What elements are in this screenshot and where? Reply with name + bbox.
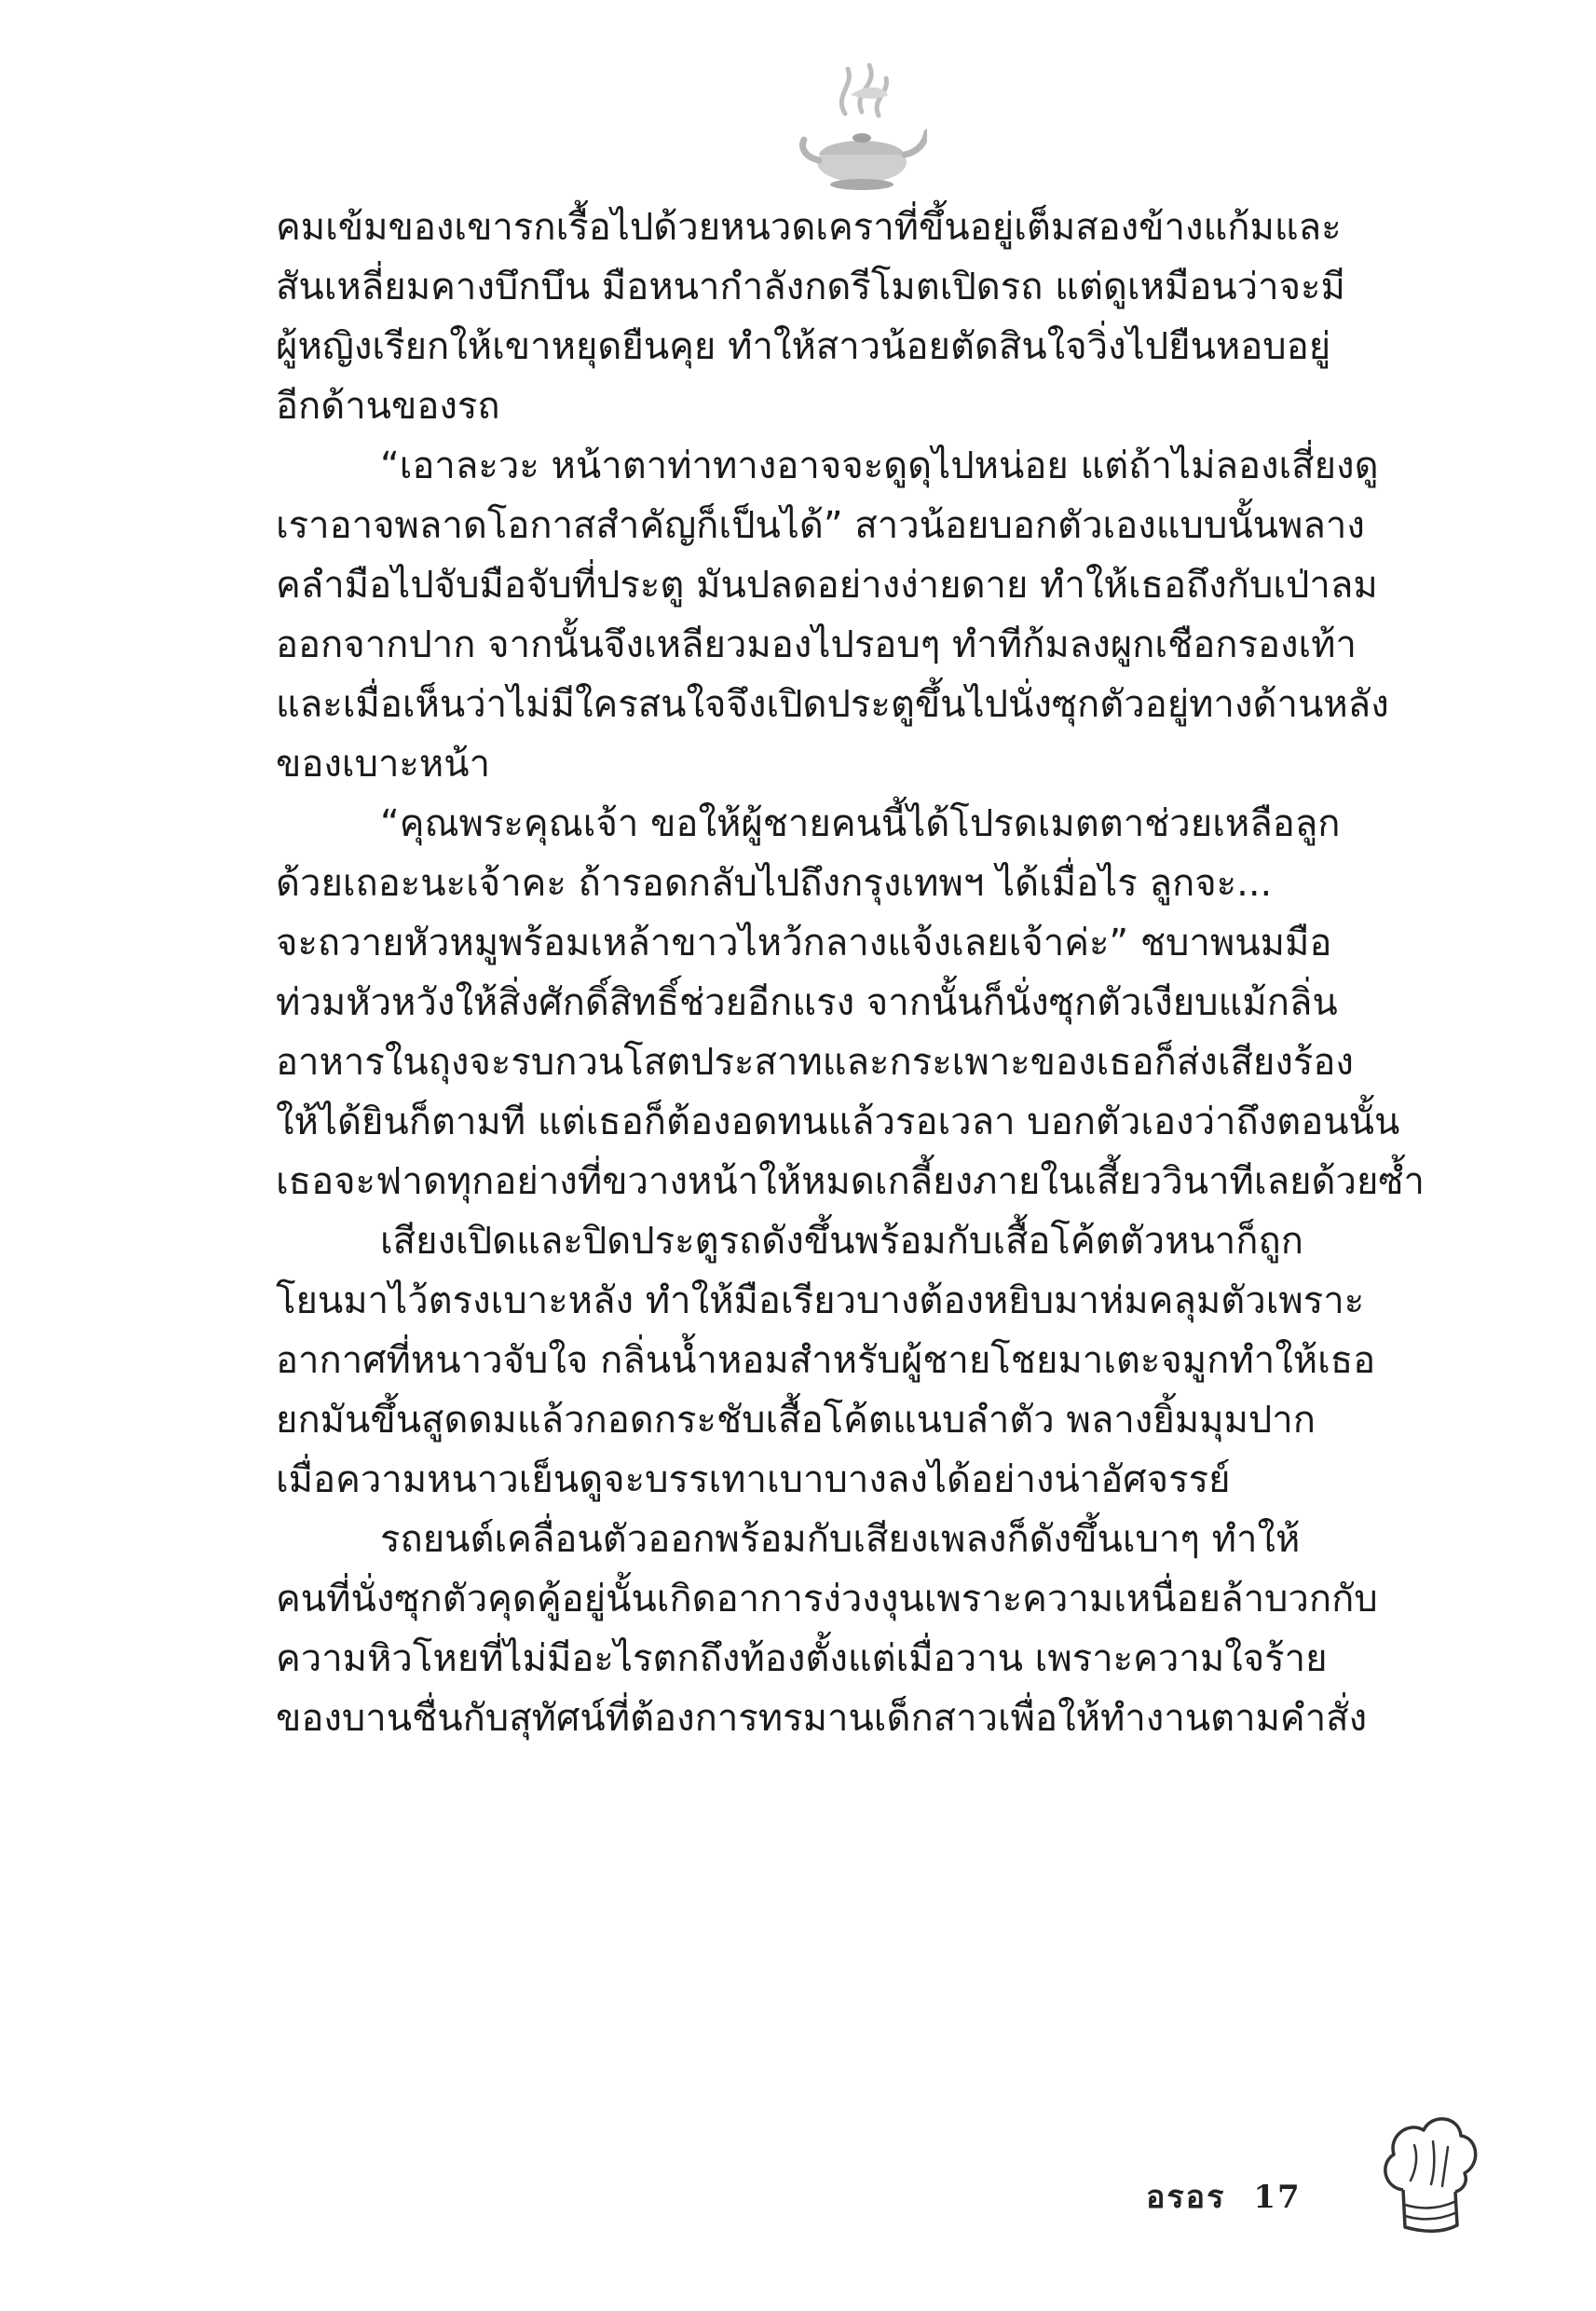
text-line: คมเข้มของเขารกเรื้อไปด้วยหนวดเคราที่ขึ้นอยู่เต็มสองข้างแก้มและ [276, 206, 1342, 249]
teapot-steam-icon [797, 58, 927, 198]
text-line: รถยนต์เคลื่อนตัวออกพร้อมกับเสียงเพลงก็ดังขึ้นเบาๆ ทำให้ [380, 1518, 1301, 1561]
chef-hat-icon [1377, 2108, 1480, 2243]
text-line: “คุณพระคุณเจ้า ขอให้ผู้ชายคนนี้ได้โปรดเมตตาช่วยเหลือลูก [380, 802, 1341, 845]
text-line: ท่วมหัวหวังให้สิ่งศักดิ์สิทธิ์ช่วยอีกแรง จากนั้นก็นั่งซุกตัวเงียบแม้กลิ่น [276, 981, 1338, 1024]
page-footer [1146, 2171, 1302, 2222]
text-line: คนที่นั่งซุกตัวคุดคู้อยู่นั้นเกิดอาการง่วงงุนเพราะความเหนื่อยล้าบวกกับ [276, 1578, 1378, 1620]
text-line: “เอาละวะ หน้าตาท่าทางอาจจะดูดุไปหน่อย แต่ถ้าไม่ลองเสี่ยงดู [380, 444, 1379, 487]
text-line: ความหิวโหยที่ไม่มีอะไรตกถึงท้องตั้งแต่เมื่อวาน เพราะความใจร้าย [276, 1637, 1328, 1680]
text-line: โยนมาไว้ตรงเบาะหลัง ทำให้มือเรียวบางต้องหยิบมาห่มคลุมตัวเพราะ [276, 1279, 1365, 1322]
chapter-body-text [276, 198, 1431, 1748]
text-line: เราอาจพลาดโอกาสสำคัญก็เป็นได้” สาวน้อยบอกตัวเองแบบนั้นพลาง [276, 504, 1365, 547]
page-number: 17 [1253, 2179, 1302, 2216]
text-line: ของบานชื่นกับสุทัศน์ที่ต้องการทรมานเด็กสาวเพื่อให้ทำงานตามคำสั่ง [276, 1697, 1368, 1740]
text-line: จะถวายหัวหมูพร้อมเหล้าขาวไหว้กลางแจ้งเลยเจ้าค่ะ” ชบาพนมมือ [276, 922, 1332, 964]
text-line: ด้วยเถอะนะเจ้าคะ ถ้ารอดกลับไปถึงกรุงเทพฯ ได้เมื่อไร ลูกจะ... [276, 862, 1273, 905]
text-line: เธอจะฟาดทุกอย่างที่ขวางหน้าให้หมดเกลี้ยงภายในเสี้ยววินาทีเลยด้วยซ้ำ [276, 1160, 1425, 1203]
text-line: ของเบาะหน้า [276, 743, 491, 786]
text-line: ยกมันขึ้นสูดดมแล้วกอดกระชับเสื้อโค้ตแนบลำตัว พลางยิ้มมุมปาก [276, 1399, 1316, 1442]
text-line: ผู้หญิงเรียกให้เขาหยุดยืนคุย ทำให้สาวน้อยตัดสินใจวิ่งไปยืนหอบอยู่ [276, 325, 1331, 368]
text-line: สันเหลี่ยมคางบึกบึน มือหนากำลังกดรีโมตเปิดรถ แต่ดูเหมือนว่าจะมี [276, 266, 1345, 308]
text-line: เมื่อความหนาวเย็นดูจะบรรเทาเบาบางลงได้อย่างน่าอัศจรรย์ [276, 1458, 1231, 1501]
text-line: อาหารในถุงจะรบกวนโสตประสาทและกระเพาะของเธอก็ส่งเสียงร้อง [276, 1041, 1354, 1084]
text-line: อีกด้านของรถ [276, 385, 500, 428]
author-name: อรอร [1146, 2179, 1226, 2216]
text-line: ให้ได้ยินก็ตามที แต่เธอก็ต้องอดทนแล้วรอเวลา บอกตัวเองว่าถึงตอนนั้น [276, 1101, 1400, 1143]
text-line: อากาศที่หนาวจับใจ กลิ่นน้ำหอมสำหรับผู้ชายโชยมาเตะจมูกทำให้เธอ [276, 1339, 1376, 1382]
text-line: ออกจากปาก จากนั้นจึงเหลียวมองไปรอบๆ ทำทีก้มลงผูกเชือกรองเท้า [276, 623, 1357, 666]
text-line: คลำมือไปจับมือจับที่ประตู มันปลดอย่างง่ายดาย ทำให้เธอถึงกับเป่าลม [276, 564, 1378, 607]
text-line: และเมื่อเห็นว่าไม่มีใครสนใจจึงเปิดประตูขึ้นไปนั่งซุกตัวอยู่ทางด้านหลัง [276, 683, 1389, 726]
text-line: เสียงเปิดและปิดประตูรถดังขึ้นพร้อมกับเสื้อโค้ตตัวหนาก็ถูก [380, 1220, 1303, 1263]
